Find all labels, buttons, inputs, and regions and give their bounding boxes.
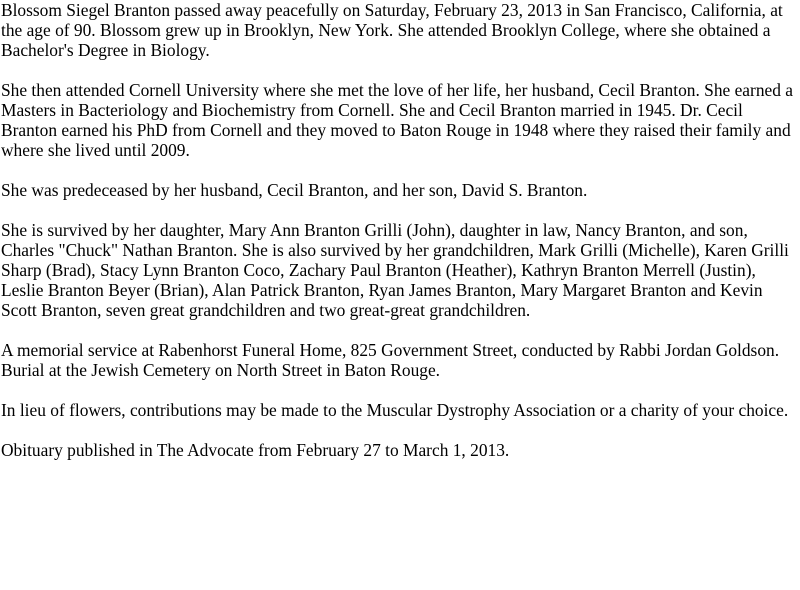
paragraph-intro: Blossom Siegel Branton passed away peacefully on Saturday, February 23, 2013 in San Francisco, California, at the age of 90. Blossom grew up in Brooklyn, New York. She attended Brooklyn College, where she obtained a Bachelor's Degree in Biology. [1,0,783,60]
paragraph-publication-note: Obituary published in The Advocate from February 27 to March 1, 2013. [1,440,510,460]
paragraph-predeceased: She was predeceased by her husband, Cecil Branton, and her son, David S. Branton. [1,180,588,200]
paragraph-memorial-service: A memorial service at Rabenhorst Funeral Home, 825 Government Street, conducted by Rabbi Jordan Goldson. Burial at the Jewish Cemetery on North Street in Baton Rouge. [1,340,780,380]
paragraph-contributions: In lieu of flowers, contributions may be made to the Muscular Dystrophy Association or a charity of your choice. [1,400,789,420]
paragraph-education-marriage: She then attended Cornell University where she met the love of her life, her husband, Cecil Branton. She earned a Masters in Bacteriology and Biochemistry from Cornell. She and Cecil Branton married in 1945. Dr. Cecil Branton earned his PhD from Cornell and they moved to Baton Rouge in 1948 where they raised their family and where she lived until 2009. [1,80,793,160]
paragraph-survivors: She is survived by her daughter, Mary Ann Branton Grilli (John), daughter in law, Nancy Branton, and son, Charles "Chuck" Nathan Branton. She is also survived by her grandchildren, Mark Grilli (Michelle), Karen Grilli Sharp (Brad), Stacy Lynn Branton Coco, Zachary Paul Branton (Heather), Kathryn Branton Merrell (Justin), Leslie Branton Beyer (Brian), Alan Patrick Branton, Ryan James Branton, Mary Margaret Branton and Kevin Scott Branton, seven great grandchildren and two great-great grandchildren. [1,220,789,320]
obituary-text [1,0,800,460]
